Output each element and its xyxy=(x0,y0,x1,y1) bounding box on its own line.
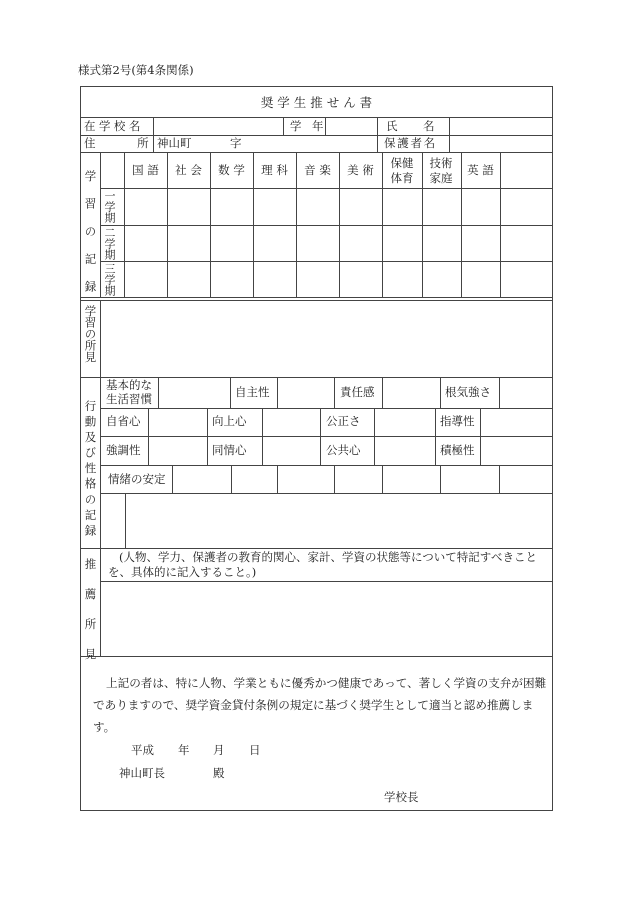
recommendation-instruction-1: (人物、学力、保護者の教育的関心、家計、学資の状態等について特記すべきこと xyxy=(119,550,538,564)
name-label: 氏 名 xyxy=(386,119,435,133)
study-record-label: 学習の記録 xyxy=(83,170,98,308)
subject-art: 美 術 xyxy=(347,163,374,177)
trait-responsibility: 責任感 xyxy=(340,385,375,399)
trait-self-reflection: 自省心 xyxy=(106,414,141,428)
subject-math: 数 学 xyxy=(218,163,245,177)
subject-health-pe: 保健体育 xyxy=(390,156,414,185)
addressee: 神山町長 xyxy=(119,766,165,780)
trait-public-spirit: 公共心 xyxy=(326,443,361,457)
trait-positiveness: 積極性 xyxy=(440,443,475,457)
trait-fairness: 公正さ xyxy=(326,414,361,428)
school-field[interactable] xyxy=(156,119,280,133)
address-label: 住 所 xyxy=(84,136,149,150)
subject-social: 社 会 xyxy=(175,163,202,177)
behavior-notes-field[interactable] xyxy=(129,496,549,545)
subject-english: 英 語 xyxy=(467,163,494,177)
honorific: 殿 xyxy=(213,766,225,780)
subject-tech-home: 技術家庭 xyxy=(429,156,453,185)
address-field[interactable] xyxy=(245,137,373,151)
recommendation-instruction-2: を、具体的に記入すること。) xyxy=(108,565,257,579)
date-year-field[interactable] xyxy=(157,743,175,757)
trait-basic-habits: 基本的な生活習慣 xyxy=(106,378,152,406)
date-year-label: 年 xyxy=(178,743,190,757)
recommendation-label: 推薦所見 xyxy=(83,558,98,678)
trait-ambition: 向上心 xyxy=(212,414,247,428)
address-prefix: 神山町 xyxy=(157,136,192,150)
study-opinion-label: 学習の所見 xyxy=(83,305,98,363)
trait-perseverance: 根気強さ xyxy=(445,385,491,399)
trait-independence: 自主性 xyxy=(235,385,270,399)
school-label: 在学校名 xyxy=(84,119,144,133)
trait-cooperation: 強調性 xyxy=(106,443,141,457)
date-month-field[interactable] xyxy=(192,743,210,757)
statement-line-1: 上記の者は、特に人物、学業ともに優秀かつ健康であって、著しく学資の支弁が困難 xyxy=(106,676,547,690)
trait-leadership: 指導性 xyxy=(440,414,475,428)
study-opinion-field[interactable] xyxy=(104,303,549,374)
guardian-field[interactable] xyxy=(452,137,550,151)
term-3: 三学期 xyxy=(103,263,116,296)
date-era: 平成 xyxy=(131,743,154,757)
subject-science: 理 科 xyxy=(261,163,288,177)
recommendation-field[interactable] xyxy=(104,584,549,653)
guardian-label: 保護者名 xyxy=(384,136,437,150)
term-1: 一学期 xyxy=(103,190,116,223)
trait-emotional-stability: 情緒の安定 xyxy=(108,472,166,486)
statement-line-2: でありますので、奨学資金貸付条例の規定に基づく奨学生として適当と認め推薦しま xyxy=(93,698,534,712)
term-2: 二学期 xyxy=(103,227,116,260)
behavior-label: 行動及び性格の記録 xyxy=(83,400,98,540)
name-field[interactable] xyxy=(452,119,550,133)
subject-music: 音 楽 xyxy=(304,163,331,177)
subject-japanese: 国 語 xyxy=(132,163,159,177)
date-day-label: 日 xyxy=(249,743,261,757)
grade-label: 学 年 xyxy=(290,119,328,133)
date-month-label: 月 xyxy=(213,743,225,757)
principal-label: 学校長 xyxy=(384,790,419,804)
form-number: 様式第2号(第4条関係) xyxy=(78,63,194,77)
aza-label: 字 xyxy=(230,136,242,150)
grade-field[interactable] xyxy=(328,119,374,133)
principal-name-field[interactable] xyxy=(423,789,543,805)
form-title: 奨 学 生 推 せ ん 書 xyxy=(260,95,373,110)
statement-line-3: す。 xyxy=(93,720,116,734)
trait-sympathy: 同情心 xyxy=(212,443,247,457)
date-day-field[interactable] xyxy=(228,743,246,757)
